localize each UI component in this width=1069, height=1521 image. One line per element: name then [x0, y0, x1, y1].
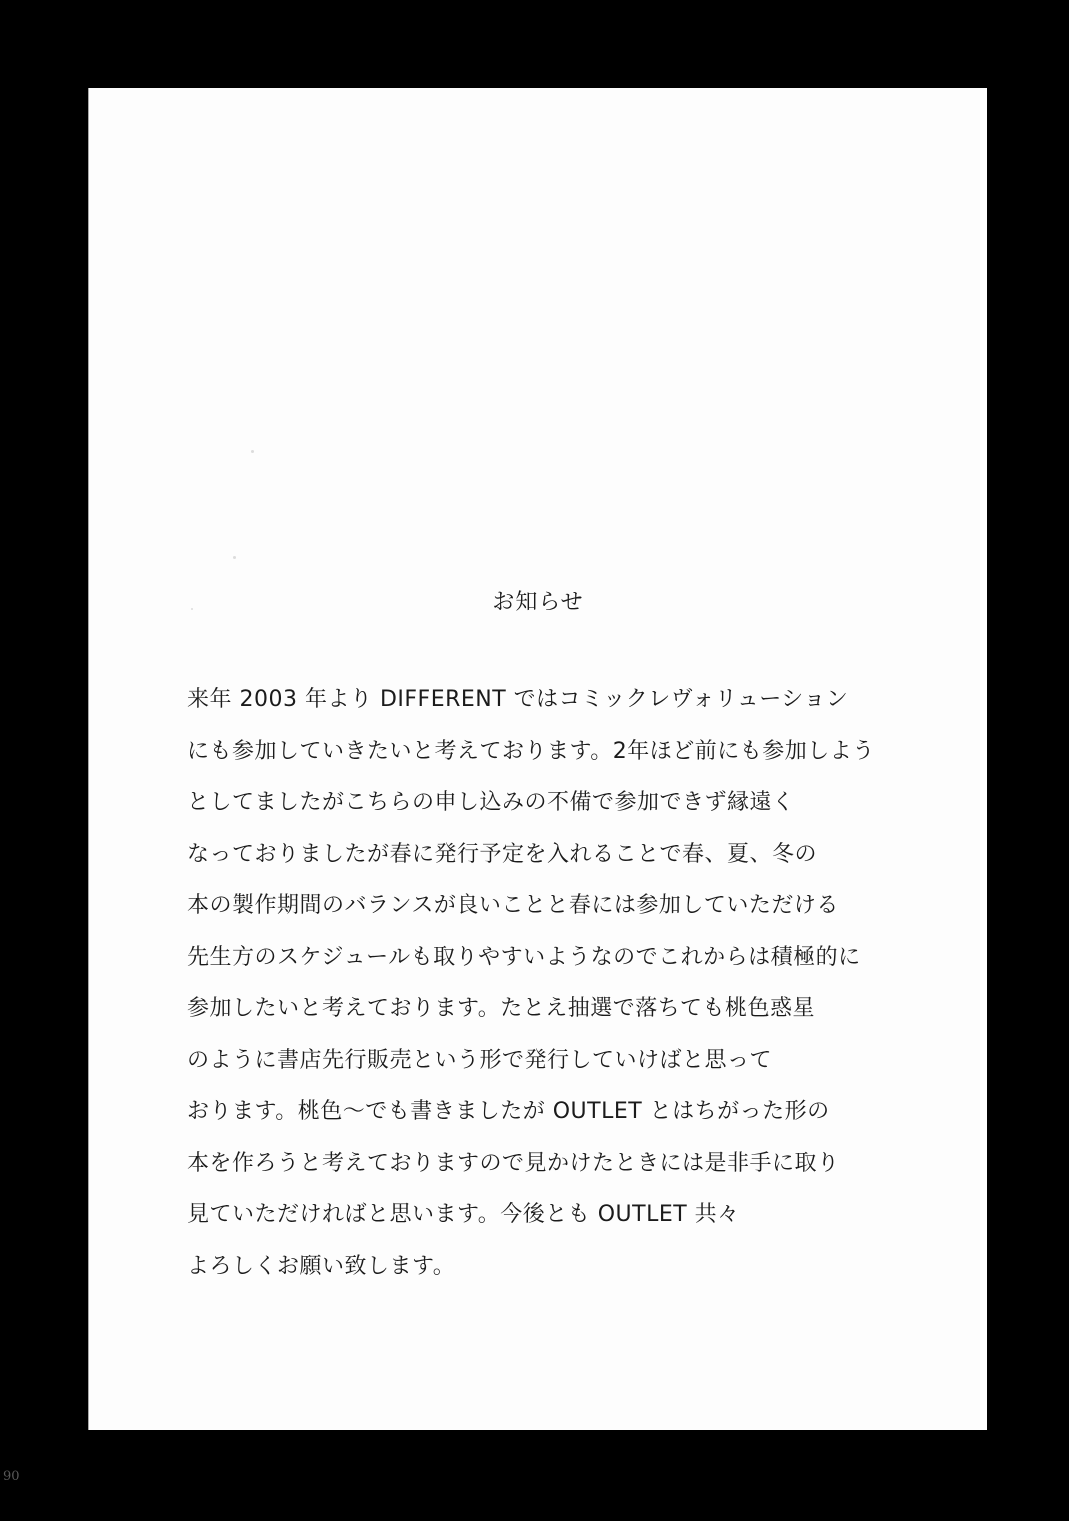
scan-speck	[191, 608, 193, 610]
notice-line: にも参加していきたいと考えております。2年ほど前にも参加しよう	[187, 738, 875, 764]
notice-line: のように書店先行販売という形で発行していけばと思って	[187, 1047, 773, 1073]
scan-speck	[251, 450, 254, 453]
notice-line: おります。桃色〜でも書きましたが OUTLET とはちがった形の	[187, 1099, 830, 1124]
scan-speck	[233, 556, 236, 559]
notice-line: 本の製作期間のバランスが良いことと春には参加していただける	[187, 893, 839, 918]
notice-page	[88, 88, 987, 1430]
notice-line: なっておりましたが春に発行予定を入れることで春、夏、冬の	[187, 841, 818, 867]
notice-body	[187, 674, 977, 1292]
notice-line: よろしくお願い致します。	[187, 1253, 456, 1279]
notice-line: 参加したいと考えております。たとえ抽選で落ちても桃色惑星	[187, 996, 816, 1021]
notice-line: 見ていただければと思います。今後とも OUTLET 共々	[187, 1202, 740, 1227]
notice-line: 来年 2003 年より DIFFERENT ではコミックレヴォリューション	[187, 687, 849, 712]
notice-line: 本を作ろうと考えておりますので見かけたときには是非手に取り	[187, 1150, 840, 1176]
page-number: 90	[3, 1469, 20, 1484]
notice-line: 先生方のスケジュールも取りやすいようなのでこれからは積極的に	[187, 944, 861, 970]
page-title: お知らせ	[492, 590, 584, 615]
notice-line: としてましたがこちらの申し込みの不備で参加できず縁遠く	[187, 790, 795, 815]
